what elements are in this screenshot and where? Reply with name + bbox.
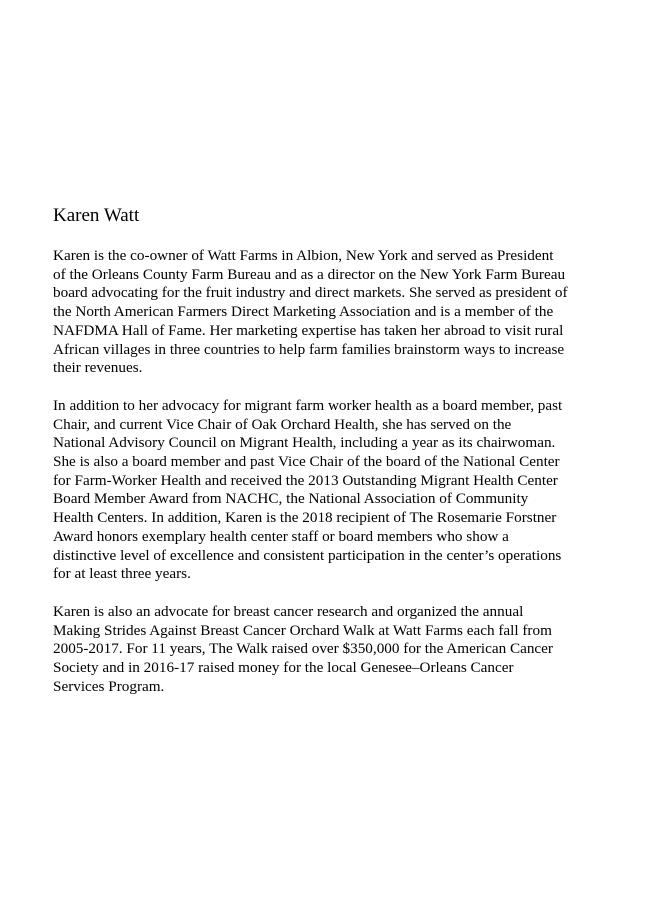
document-page [53, 204, 613, 715]
paragraph-line: Chair, and current Vice Chair of Oak Orchard Health, she has served on the [53, 415, 512, 433]
paragraph-line: for at least three years. [53, 565, 191, 583]
paragraph-line: NAFDMA Hall of Fame. Her marketing expertise has taken her abroad to visit rural [53, 321, 564, 339]
paragraph-line: Services Program. [53, 677, 165, 695]
paragraph-line: African villages in three countries to help farm families brainstorm ways to increase [53, 340, 565, 358]
paragraph-line: Society and in 2016-17 raised money for the local Genesee–Orleans Cancer [53, 659, 514, 677]
paragraph-line: Karen is the co-owner of Watt Farms in Albion, New York and served as President [53, 247, 554, 264]
paragraph-line: Health Centers. In addition, Karen is the 2018 recipient of The Rosemarie Forstner [53, 509, 557, 527]
bio-paragraph-3 [53, 603, 613, 697]
bio-title: Karen Watt [53, 205, 140, 226]
paragraph-line: for Farm-Worker Health and received the 2013 Outstanding Migrant Health Center [53, 471, 558, 489]
paragraph-line: Karen is also an advocate for breast cancer research and organized the annual [53, 602, 524, 620]
bio-paragraph-2 [53, 397, 613, 584]
paragraph-line: Making Strides Against Breast Cancer Orchard Walk at Watt Farms each fall from [53, 621, 552, 639]
bio-paragraph-1 [53, 247, 613, 378]
paragraph-line: Board Member Award from NACHC, the National Association of Community [53, 490, 529, 508]
paragraph-line: the North American Farmers Direct Marketing Association and is a member of the [53, 303, 554, 321]
paragraph-line: their revenues. [53, 359, 143, 377]
paragraph-line: of the Orleans County Farm Bureau and as a director on the New York Farm Bureau [53, 265, 566, 283]
paragraph-line: In addition to her advocacy for migrant farm worker health as a board member, past [53, 396, 563, 414]
paragraph-line: Award honors exemplary health center staff or board members who show a [53, 527, 509, 545]
paragraph-line: distinctive level of excellence and consistent participation in the center’s operations [53, 546, 562, 564]
paragraph-line: board advocating for the fruit industry and direct markets. She served as president of [53, 284, 568, 302]
paragraph-line: National Advisory Council on Migrant Health, including a year as its chairwoman. [53, 434, 556, 452]
paragraph-line: She is also a board member and past Vice Chair of the board of the National Center [53, 453, 560, 471]
paragraph-line: 2005-2017. For 11 years, The Walk raised over $350,000 for the American Cancer [53, 640, 553, 658]
